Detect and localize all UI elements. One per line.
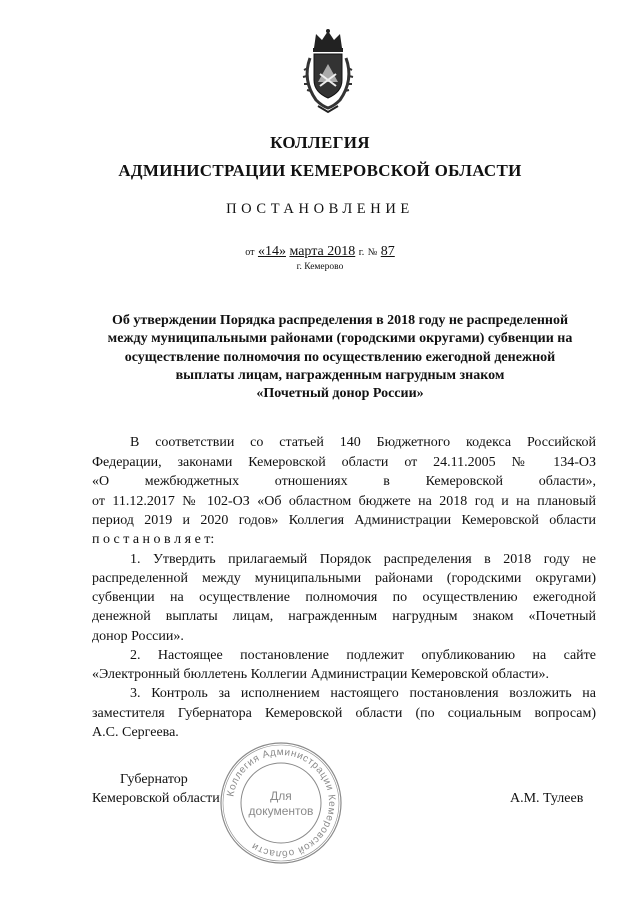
signatory-role: Губернатор: [120, 772, 188, 787]
date-quote-close: »: [278, 244, 286, 259]
stamp-center-line2: документов: [248, 804, 314, 818]
date-year-suffix: г.: [358, 247, 365, 258]
date-day: 14: [264, 244, 279, 259]
date-quote-open: «: [257, 244, 265, 259]
title-line: между муниципальными районами (городскими округами) субвенции на: [107, 331, 573, 347]
body-line: А.С. Сергеева.: [92, 725, 179, 740]
body-line: заместителя Губернатора Кемеровской области (по социальным вопросам): [92, 706, 596, 721]
city-label: г. Кемерово: [296, 262, 344, 272]
kemerovo-coat-of-arms-icon: [296, 28, 360, 114]
signatory-region: Кемеровской области: [92, 791, 220, 806]
body-line: донор России».: [92, 629, 184, 644]
signatory-name: А.М. Тулеев: [510, 791, 584, 806]
body-line: распределенной между муниципальными районами (городскими округами): [92, 571, 596, 586]
body-line: субвенции на осуществление полномочия по осуществлению ежегодной: [92, 590, 596, 605]
administration-heading: АДМИНИСТРАЦИИ КЕМЕРОВСКОЙ ОБЛАСТИ: [118, 161, 522, 180]
body-line: Федерации, законами Кемеровской области от 24.11.2005 № 134-ОЗ: [92, 455, 596, 470]
title-line: осуществление полномочия по осуществлению ежегодной денежной: [124, 349, 556, 365]
body-line-resolves: п о с т а н о в л я е т:: [92, 532, 215, 547]
title-line: «Почетный донор России»: [256, 386, 424, 402]
document-title: [90, 312, 590, 403]
body-line: В соответствии со статьей 140 Бюджетного кодекса Российской: [130, 435, 596, 450]
body-line: 2. Настоящее постановление подлежит опубликованию на сайте: [130, 648, 596, 663]
date-month-year: марта 2018: [289, 244, 356, 259]
body-line: период 2019 и 2020 годов» Коллегия Администрации Кемеровской области: [92, 513, 596, 528]
body-line: денежной выплаты лицам, награжденным нагрудным знаком «Почетный: [92, 609, 596, 624]
document-number: 87: [380, 244, 395, 259]
date-number-line: [0, 244, 640, 260]
stamp-ring-text: Коллегия Администрации Кемеровской области: [225, 746, 338, 860]
title-line: выплаты лицам, награжденным нагрудным знаком: [175, 367, 505, 383]
body-line: 1. Утвердить прилагаемый Порядок распределения в 2018 году не: [130, 552, 596, 567]
body-line: «О межбюджетных отношениях в Кемеровской области»,: [92, 474, 596, 489]
stamp-center-line1: Для: [270, 789, 292, 803]
official-stamp: [218, 740, 344, 866]
body-line: от 11.12.2017 № 102-ОЗ «Об областном бюджете на 2018 год и на плановый: [92, 494, 596, 509]
date-from-label: от: [245, 247, 255, 258]
collegium-heading: КОЛЛЕГИЯ: [270, 133, 370, 152]
resolution-label: ПОСТАНОВЛЕНИЕ: [226, 201, 414, 217]
number-sign: №: [367, 247, 378, 258]
body-line: 3. Контроль за исполнением настоящего постановления возложить на: [130, 686, 596, 701]
title-line: Об утверждении Порядка распределения в 2018 году не распределенной: [111, 313, 569, 328]
body-line: «Электронный бюллетень Коллегии Администрации Кемеровской области».: [92, 667, 550, 682]
